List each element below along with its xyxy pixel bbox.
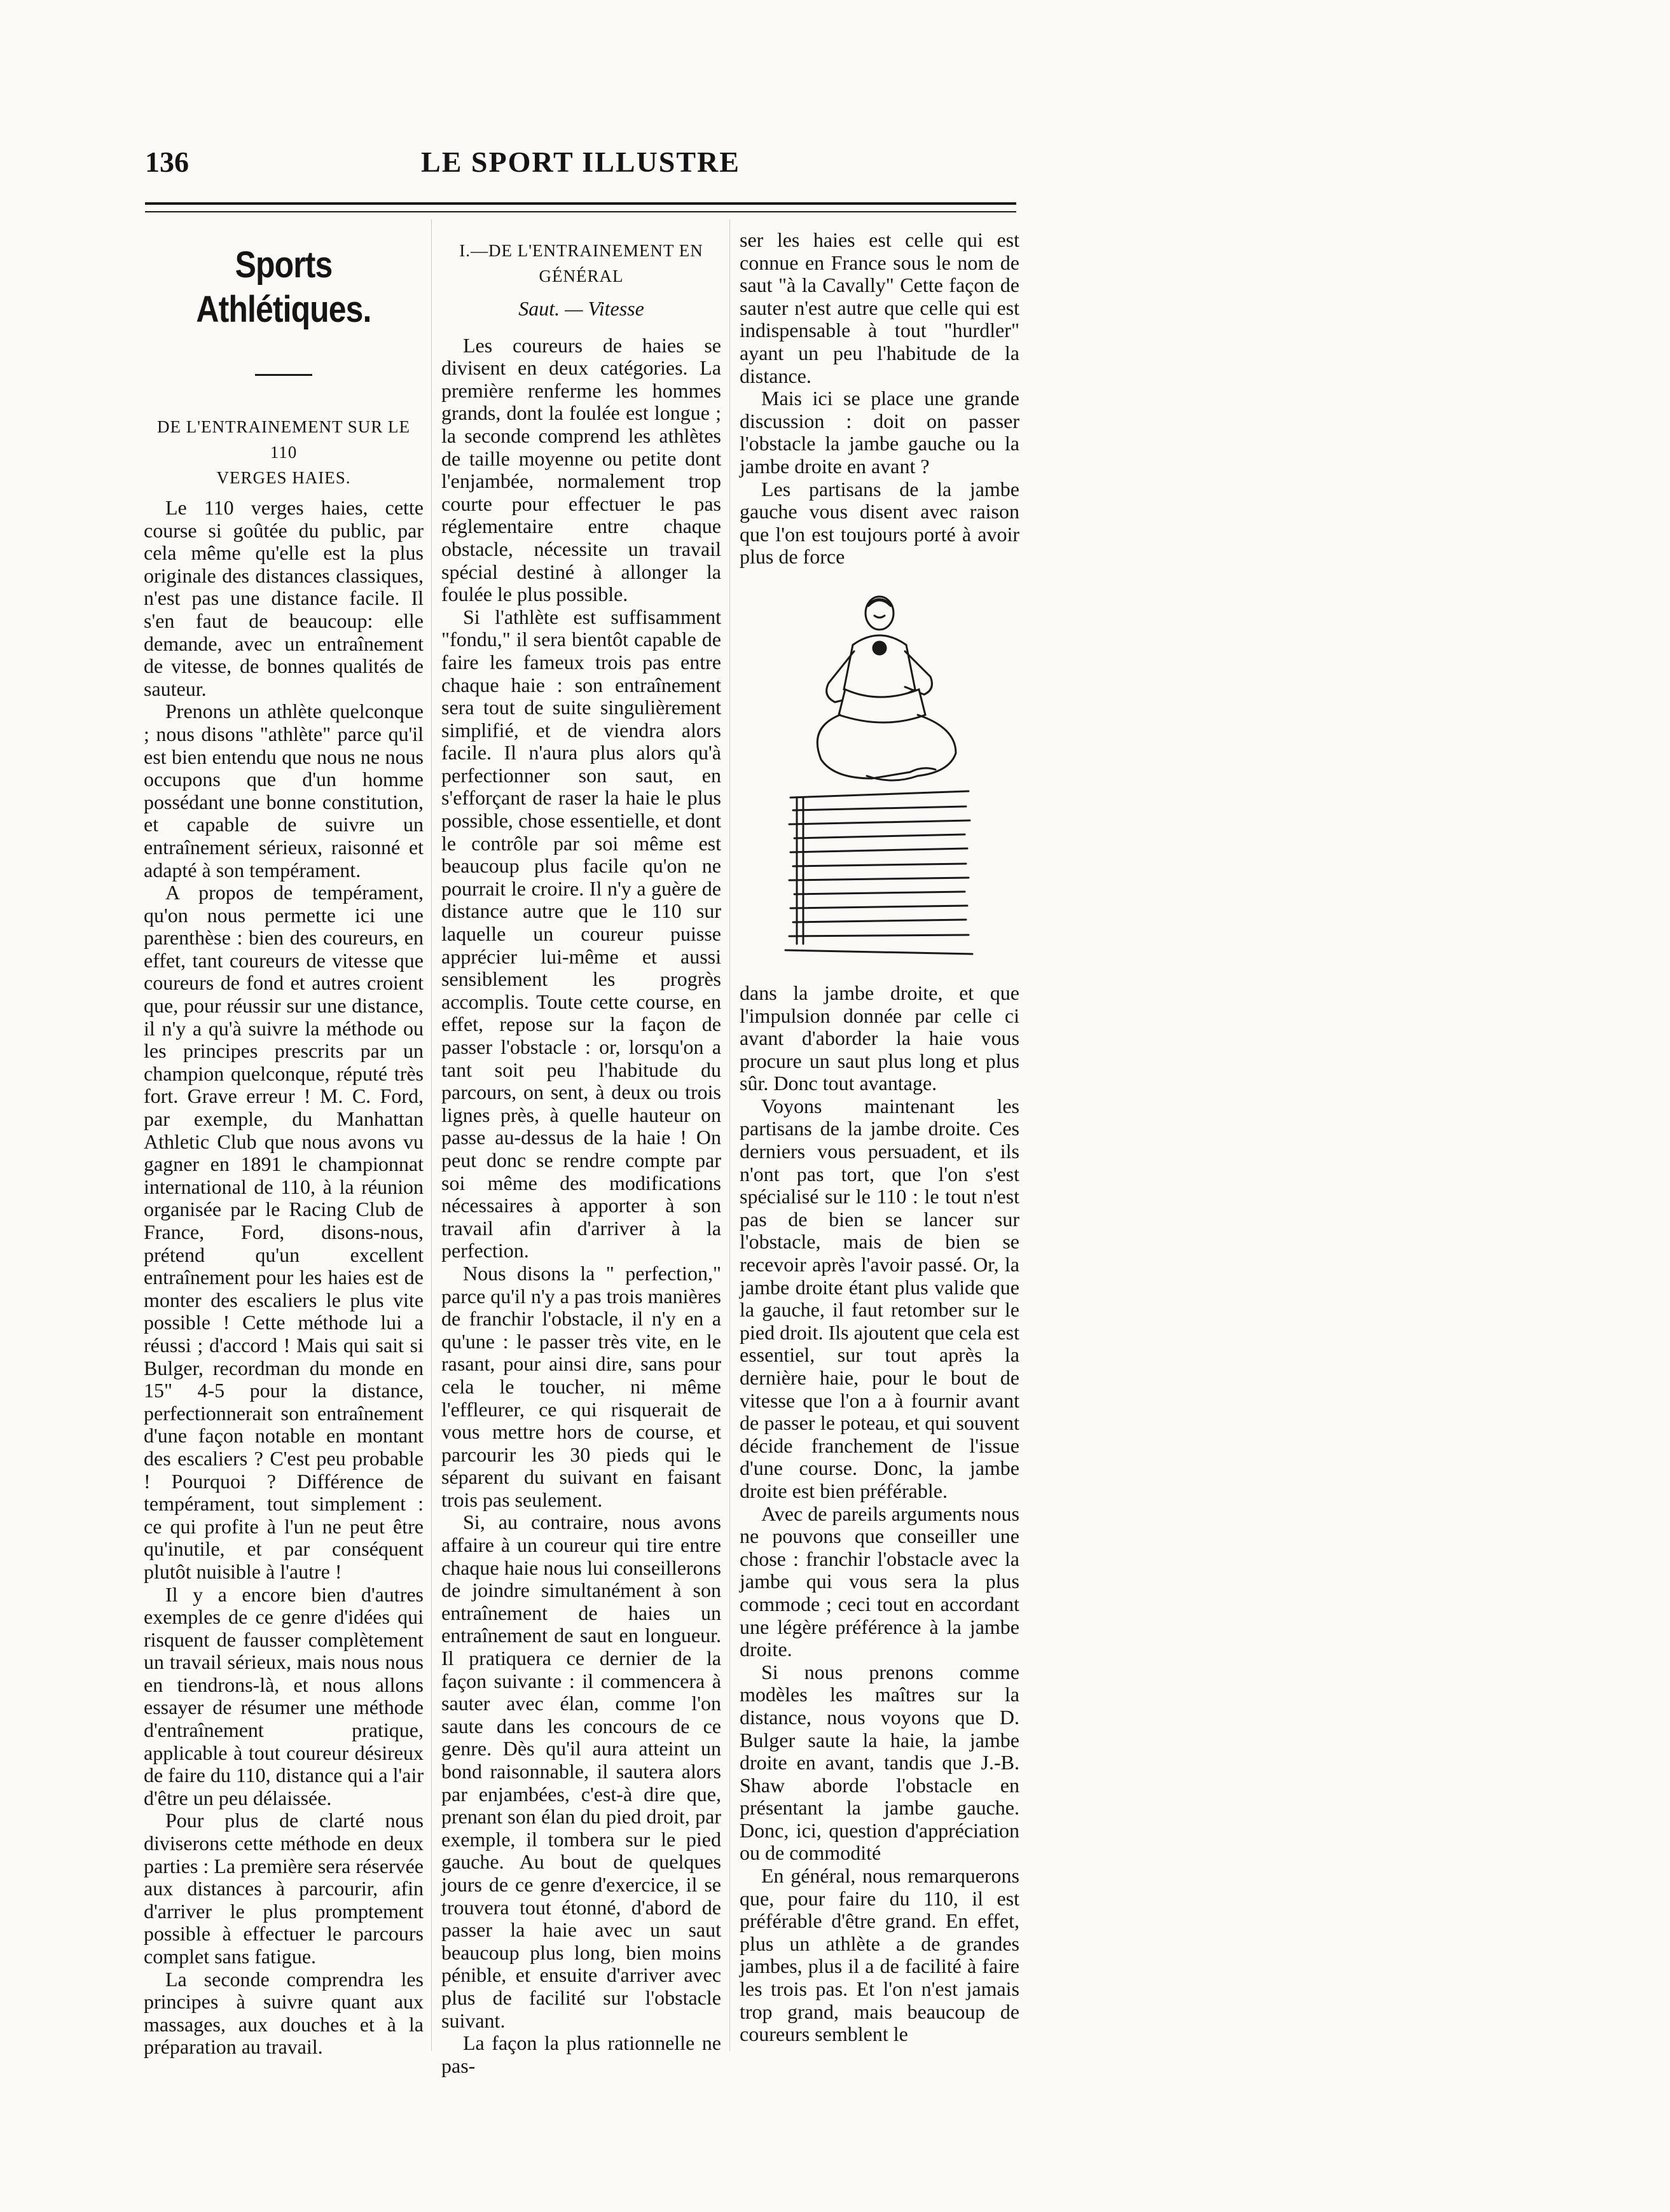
paragraph: Si, au contraire, nous avons affaire à un coureur qui tire entre chaque haie nous lui conseillerons de joindre simultanément à son entraînement de haies un entraînement de saut en longueur. Il pratiquera ce dernier de la façon suivante : il commencera à sauter avec élan, comme l'on saute dans les concours de ce genre. Dès qu'il aura atteint un bond raisonnable, il sautera alors par enjambées, c'est-à dire que, prenant son élan du pied droit, par exemple, il tombera sur le pied gauche. Au bout de quelques jours de ce genre d'exercice, il se trouvera tout étonné, d'abord de passer la haie avec un saut beaucoup plus long, bien moins pénible, et ensuite d'arriver avec plus de facilité sur l'obstacle suivant. bbox=[441, 1510, 721, 2032]
paragraph: Il y a encore bien d'autres exemples de ce genre d'idées qui risquent de fausser complètement un travail sérieux, mais nous nous en tiendrons-là, et nous allons essayer de résumer une méthode d'entraînement pratique, applicable à tout coureur désireux de faire du 110, distance qui a l'air d'être un peu délaissée. bbox=[144, 1582, 424, 1809]
title-rule bbox=[255, 374, 312, 376]
paragraph: dans la jambe droite, et que l'impulsion donnée par celle ci avant d'aborder la haie vous procure un saut plus long et plus sûr. Donc tout avantage. bbox=[740, 981, 1019, 1095]
paragraph: Si nous prenons comme modèles les maîtres sur la distance, nous voyons que D. Bulger saute la haie, la jambe droite en avant, tandis que J.-B. Shaw aborde l'obstacle en présentant la jambe gauche. Donc, ici, question d'appréciation ou de commodité bbox=[740, 1660, 1019, 1865]
paragraph: A propos de tempérament, qu'on nous permette ici une parenthèse : bien des coureurs, en effet, tant coureurs de vitesse que coureurs de fond et autres croient que, pour réussir sur une distance, il n'y a qu'à suivre la méthode ou les principes prescrits par un champion quelconque, réputé très fort. Grave erreur ! M. C. Ford, par exemple, du Manhattan Athletic Club que nous avons vu gagner en 1891 le championnat international de 110, à la réunion organisée par le Racing Club de France, Ford, disons-nous, prétend qu'un excellent entraînement pour les haies est de monter des escaliers le plus vite possible ! Cette méthode lui a réussi ; d'accord ! Mais qui sait si Bulger, recordman du monde en 15" 4-5 pour la distance, perfectionnerait son entraînement d'une façon notable en montant des escaliers ? C'est peu probable ! Pourquoi ? Différence de tempérament, tout simplement : ce qui profite à l'un ne peut être qu'inutile, et par conséquent plutôt nuisible à l'autre ! bbox=[144, 881, 424, 1583]
paragraph: Voyons maintenant les partisans de la jambe droite. Ces derniers vous persuadent, et ils n'ont pas tort, que l'on s'est spécialisé sur le 110 : le tout n'est pas de bien se lancer sur l'obstacle, mais de bien se recevoir après l'avoir passé. Or, la jambe droite étant plus valide que la gauche, il faut retomber sur le pied droit. Ils ajoutent que cela est essentiel, sur tout après la dernière haie, pour le bout de vitesse que l'on a à fournir avant de passer le poteau, et qui souvent décide franchement de l'issue d'une course. Donc, la jambe droite est bien préférable. bbox=[740, 1094, 1019, 1502]
section-title: Sports Athlétiques. bbox=[196, 244, 371, 330]
header-rule bbox=[145, 202, 1016, 212]
paragraph: Mais ici se place une grande discussion : doit on passer l'obstacle la jambe gauche ou la jambe droite en avant ? bbox=[740, 387, 1019, 478]
paragraph: Prenons un athlète quelconque ; nous disons "athlète" parce qu'il est bien entendu que nous ne nous occupons que d'un homme possédant une bonne constitution, et capable de suivre un entraînement sérieux, raisonné et adapté à son tempérament. bbox=[144, 700, 424, 881]
chapter-subheading: Saut. — Vitesse bbox=[518, 297, 644, 320]
chapter-heading: I.—DE L'ENTRAINEMENT EN GÉNÉRAL bbox=[459, 241, 703, 286]
paragraph: La façon la plus rationnelle ne pas- bbox=[441, 2031, 721, 2077]
paragraph: La seconde comprendra les principes à suivre quant aux massages, aux douches et à la préparation au travail. bbox=[144, 1967, 424, 2059]
column-1 bbox=[144, 229, 424, 2059]
masthead-title: LE SPORT ILLUSTRE bbox=[421, 146, 740, 178]
hurdler-illustration bbox=[784, 588, 975, 969]
paragraph: Avec de pareils arguments nous ne pouvons que conseiller une chose : franchir l'obstacle avec la jambe qui vous sera la plus commode ; ceci tout en accordant une légère préférence à la jambe droite. bbox=[740, 1502, 1019, 1661]
subhead-line: VERGES HAIES. bbox=[216, 468, 351, 487]
paragraph: Pour plus de clarté nous diviserons cette méthode en deux parties : La première sera réservée aux distances à parcourir, afin d'arriver le plus promptement possible à effectuer le parcours complet sans fatigue. bbox=[144, 1809, 424, 1968]
paragraph: ser les haies est celle qui est connue en France sous le nom de saut "à la Cavally" Cette façon de sauter n'est autre que celle qui est indispensable à tout "hurdler" ayant un peu l'habitude de la distance. bbox=[740, 228, 1019, 387]
column-2 bbox=[441, 229, 721, 2077]
column-divider bbox=[729, 219, 730, 2051]
paragraph: En général, nous remarquerons que, pour faire du 110, il est préférable d'être grand. En effet, plus un athlète a de grandes jambes, plus il a de facilité à faire les trois pas. Et l'on n'est jamais trop grand, mais beaucoup de coureurs semblent le bbox=[740, 1864, 1019, 2046]
paragraph: Les coureurs de haies se divisent en deux catégories. La première renferme les hommes grands, dont la foulée est longue ; la seconde comprend les athlètes de taille moyenne ou petite dont l'enjambée, normalement trop courte pour effectuer le pas réglementaire entre chaque obstacle, nécessite un travail spécial destiné à allonger la foulée le plus possible. bbox=[441, 333, 721, 606]
paragraph: Nous disons la " perfection," parce qu'il n'y a pas trois manières de franchir l'obstacle, il n'y en a qu'une : le passer très vite, en le rasant, pour ainsi dire, sans pour cela le toucher, ni même l'effleurer, ce qui risquerait de vous mettre hors de course, et parcourir les 30 pieds qui le séparent du suivant en faisant trois pas seulement. bbox=[441, 1261, 721, 1511]
column-divider bbox=[431, 219, 432, 2051]
paragraph: Les partisans de la jambe gauche vous disent avec raison que l'on est toujours porté à avoir plus de force bbox=[740, 477, 1019, 569]
article-subhead bbox=[144, 414, 424, 490]
column-3 bbox=[740, 229, 1019, 2046]
page-header bbox=[145, 145, 1016, 190]
subhead-line: DE L'ENTRAINEMENT SUR LE 110 bbox=[156, 417, 411, 462]
page-number: 136 bbox=[145, 146, 189, 178]
paragraph: Le 110 verges haies, cette course si goûtée du public, par cela même qu'elle est la plus originale des distances classiques, n'est pas une distance facile. Il s'en faut de beaucoup: elle demande, avec un entraînement de vitesse, de bonnes qualités de sauteur. bbox=[144, 496, 424, 700]
paragraph: Si l'athlète est suffisamment "fondu," il sera bientôt capable de faire les fameux trois pas entre chaque haie : son entraînement sera tout de suite singulièrement simplifié, et de viendra alors facile. Il n'aura plus alors qu'à perfectionner son saut, en s'efforçant de raser la haie le plus possible, chose essentielle, et dont le contrôle par soi même est beaucoup plus facile qu'on ne pourrait le croire. Il n'y a guère de distance autre que le 110 sur laquelle un coureur puisse apprécier lui-même et aussi sensiblement les progrès accomplis. Toute cette course, en effet, repose sur la façon de passer l'obstacle : or, lorsqu'on a tant soit peu l'habitude du parcours, on sent, à deux ou trois lignes près, à quelle hauteur on passe au-dessus de la haie ! On peut donc se rendre compte par soi même des modifications nécessaires à apporter à son travail afin d'arriver à la perfection. bbox=[441, 605, 721, 1262]
